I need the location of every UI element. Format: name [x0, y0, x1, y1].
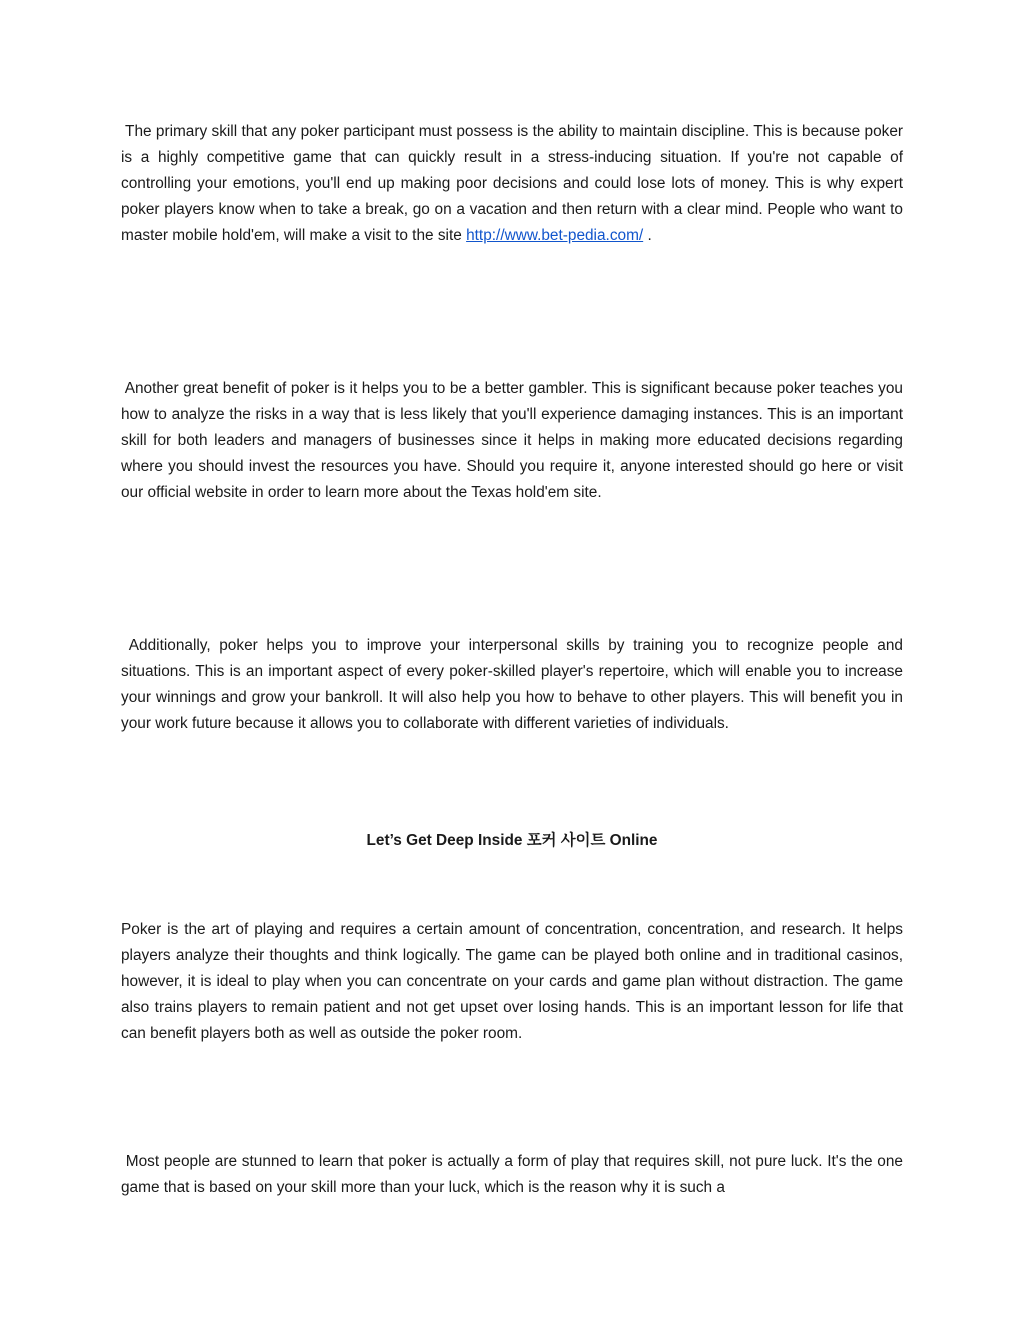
- paragraph-text: Additionally, poker helps you to improve your interpersonal skills by training you to recognize people and situations. This is an important aspect of every poker-skilled player's repertoire, which will enable you to increase your winnings and grow your bankroll. It will also help you how to behave to other players. This will benefit you in your work future because it allows you to collaborate with different varieties of individuals.: [121, 637, 903, 732]
- paragraph-text: The primary skill that any poker participant must possess is the ability to maintain discipline. This is because poker is a highly competitive game that can quickly result in a stress-inducing situation. If you're not capable of controlling your emotions, you'll end up making poor decisions and could lose lots of money. This is why expert poker players know when to take a break, go on a vacation and then return with a clear mind. People who want to master mobile hold'em, will make a visit to the site: [121, 123, 904, 244]
- bet-pedia-link[interactable]: http://www.bet-pedia.com/: [466, 226, 644, 244]
- paragraph-interpersonal: [121, 633, 903, 737]
- paragraph-text: Most people are stunned to learn that poker is actually a form of play that requires skill, not pure luck. It's the one game that is based on your skill more than your luck, which is the reason why it is such a: [121, 1153, 903, 1196]
- paragraph-trailing: .: [643, 226, 652, 244]
- paragraph-gambler: [121, 376, 903, 506]
- paragraph-art-of-playing: [121, 917, 903, 1047]
- paragraph-indent: [121, 637, 129, 654]
- section-heading: Let’s Get Deep Inside 포커 사이트 Online: [366, 832, 658, 849]
- paragraph-discipline: [121, 119, 903, 249]
- paragraph-text: Poker is the art of playing and requires a certain amount of concentration, concentration, and research. It helps players analyze their thoughts and think logically. The game can be played both online and in traditional casinos, however, it is ideal to play when you can concentrate on your cards and game plan without distraction. The game also trains players to remain patient and not get upset over losing hands. This is an important lesson for life that can benefit players both as well as outside the poker room.: [121, 921, 903, 1042]
- paragraph-skill-not-luck: [121, 1149, 903, 1201]
- paragraph-text: Another great benefit of poker is it helps you to be a better gambler. This is significant because poker teaches you how to analyze the risks in a way that is less likely that you'll experience damaging instances. This is an important skill for both leaders and managers of businesses since it helps in making more educated decisions regarding where you should invest the resources you have. Should you require it, anyone interested should go here or visit our official website in order to learn more about the Texas hold'em site.: [121, 380, 903, 501]
